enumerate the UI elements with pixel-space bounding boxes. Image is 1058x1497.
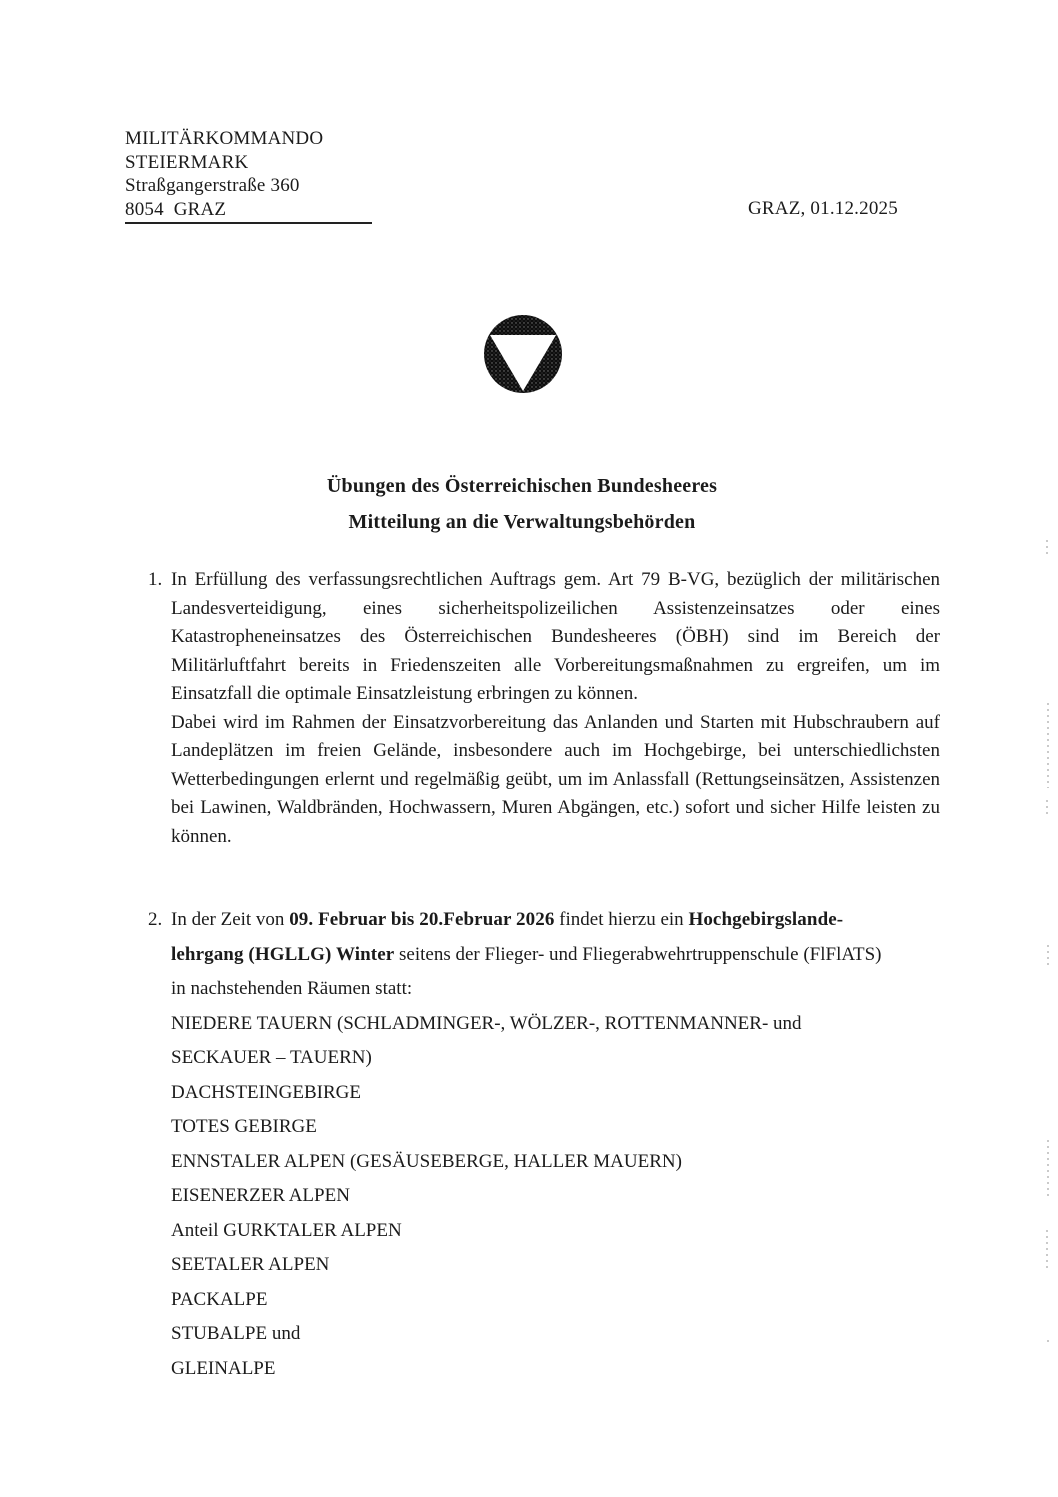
sender-org-line2: STEIERMARK — [125, 151, 249, 173]
title-line-1: Übungen des Österreichischen Bundesheeres — [326, 475, 718, 497]
item-2-line-3: in nachstehenden Räumen statt: — [171, 978, 413, 999]
title-line-2: Mitteilung an die Verwaltungsbehörden — [348, 511, 696, 533]
item-1-paragraph-2: Dabei wird im Rahmen der Einsatzvorbereitung das Anlanden und Starten mit Hubschraubern auf Landeplätzen im freien Gelände, insbesondere auch im Hochgebirge, bei unterschiedlichsten Wetterbedingungen erlernt und regelmäßig geübt, um im Anlassfall (Rettungseinsätzen, Assistenzen bei Lawinen, Waldbränden, Hochwassern, Muren Abgängen, etc.) sofort und sicher Hilfe leisten zu können. — [171, 711, 940, 847]
item-2-line-1-bold-dates: 09. Februar bis 20.Februar 2026 — [289, 909, 555, 930]
mountain-range-line: SEETALER ALPEN — [171, 1254, 330, 1275]
scan-artifact — [1047, 945, 1049, 967]
mountain-range-line: TOTES GEBIRGE — [171, 1116, 317, 1137]
item-1-paragraph-1: In Erfüllung des verfassungsrechtlichen Auftrags gem. Art 79 B-VG, bezüglich der militärischen Landesverteidigung, eines sicherheitspolizeilichen Assistenzeinsatzes oder eines Katastropheneinsatzes des Österreichischen Bundesheeres (ÖBH) sind im Bereich der Militärluftfahrt bereits in Friedenszeiten alle Vorbereitungsmaßnahmen zu ergreifen, um im Einsatzfall die optimale Einsatzleistung erbringen zu können. — [171, 569, 940, 704]
sender-city: 8054 GRAZ — [125, 198, 372, 225]
mountain-range-line: EISENERZER ALPEN — [171, 1185, 350, 1206]
sender-address-block — [125, 127, 372, 224]
item-1-body — [171, 566, 940, 851]
numbered-item-1 — [148, 566, 940, 851]
document-title — [0, 468, 1044, 540]
mountain-range-line: PACKALPE — [171, 1288, 268, 1310]
mountain-range-line: SECKAUER – TAUERN) — [171, 1047, 372, 1068]
place-date-line: GRAZ, 01.12.2025 — [748, 198, 898, 219]
item-2-body — [171, 903, 940, 1386]
item-2-number: 2. — [148, 909, 163, 930]
item-2-line-1-text-2: findet hierzu ein — [554, 909, 689, 930]
scan-artifact — [1047, 1340, 1049, 1346]
item-2-line-2-text: seitens der Flieger- und Fliegerabwehrtruppenschule (FlFlATS) — [394, 943, 882, 965]
item-2-line-2-bold-course: lehrgang (HGLLG) Winter — [171, 943, 395, 965]
scan-artifact — [1047, 1140, 1049, 1200]
bundesheer-roundel-icon — [483, 314, 563, 394]
item-2-line-2 — [171, 938, 940, 973]
item-1-number: 1. — [148, 569, 163, 590]
scan-artifact — [1047, 703, 1049, 788]
numbered-item-2 — [148, 903, 940, 1386]
item-2-line-1 — [171, 903, 940, 938]
mountain-range-line: GLEINALPE — [171, 1357, 276, 1379]
mountain-range-line: STUBALPE und — [171, 1323, 301, 1344]
sender-org-line1: MILITÄRKOMMANDO — [125, 128, 324, 149]
mountain-range-list — [171, 1007, 940, 1387]
roundel-svg — [483, 314, 563, 394]
mountain-range-line: NIEDERE TAUERN (SCHLADMINGER-, WÖLZER-, ROTTENMANNER- und — [171, 1012, 802, 1034]
item-2-line-1-bold-course: Hochgebirgslande- — [688, 909, 844, 930]
mountain-range-line: DACHSTEINGEBIRGE — [171, 1081, 361, 1103]
sender-street: Straßgangerstraße 360 — [125, 175, 300, 196]
mountain-range-line: ENNSTALER ALPEN (GESÄUSEBERGE, HALLER MAUERN) — [171, 1150, 682, 1172]
item-2-line-1-text-1: In der Zeit von — [171, 909, 290, 930]
scan-artifact — [1046, 540, 1048, 558]
mountain-range-line: Anteil GURKTALER ALPEN — [171, 1219, 402, 1241]
scan-artifact — [1046, 1230, 1048, 1268]
scan-artifact — [1046, 800, 1048, 814]
